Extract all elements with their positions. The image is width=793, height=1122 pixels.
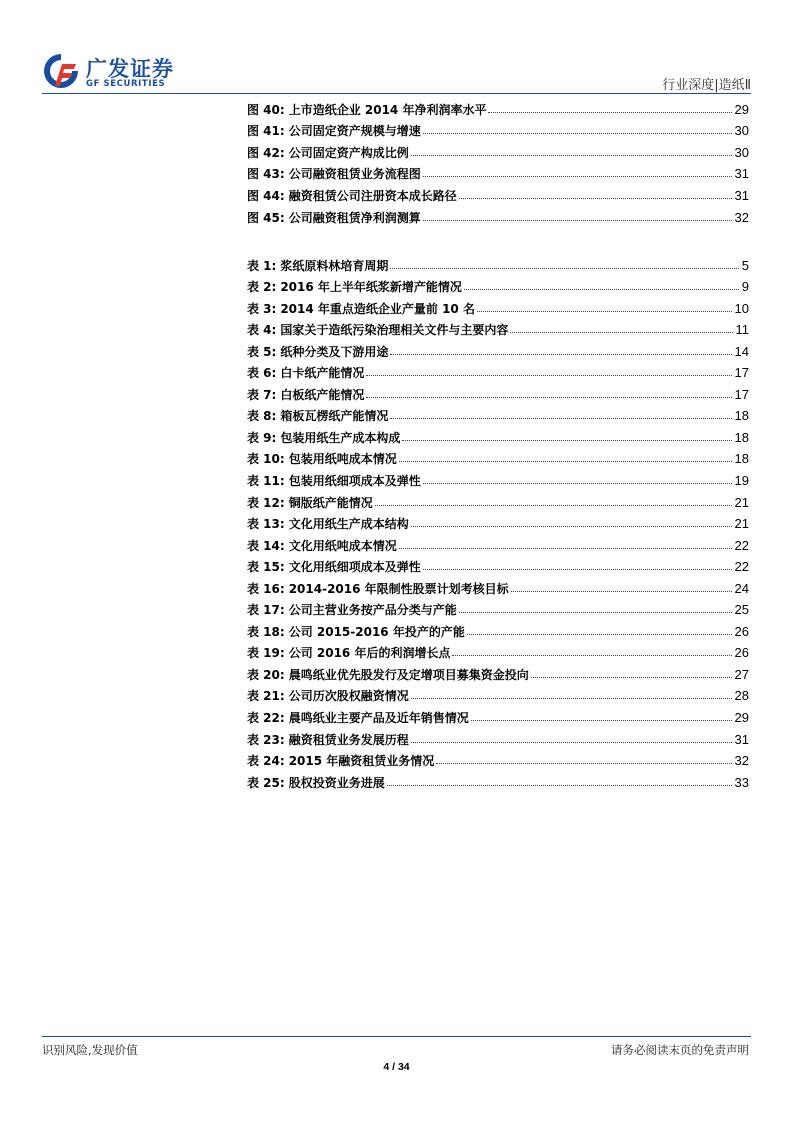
figure-page-number[interactable]: 30 bbox=[734, 123, 749, 139]
figure-entry[interactable] bbox=[247, 180, 749, 202]
table-title[interactable]: 2014 年重点造纸企业产量前 10 名 bbox=[280, 301, 475, 316]
table-title[interactable]: 文化用纸吨成本情况 bbox=[288, 538, 397, 553]
dot-leader bbox=[387, 785, 732, 786]
table-page-number[interactable]: 17 bbox=[734, 365, 749, 381]
table-title[interactable]: 纸种分类及下游用途 bbox=[280, 344, 389, 359]
table-label: 表 17: bbox=[247, 603, 285, 618]
page-number: 4 / 34 bbox=[383, 1061, 410, 1073]
table-title[interactable]: 公司 2015-2016 年投产的产能 bbox=[288, 624, 465, 639]
table-entry[interactable] bbox=[247, 336, 749, 358]
dot-leader bbox=[459, 612, 732, 613]
table-page-number[interactable]: 21 bbox=[734, 494, 749, 510]
table-title[interactable]: 公司 2016 年后的利润增长点 bbox=[288, 646, 451, 661]
dot-leader bbox=[452, 655, 731, 656]
figure-title[interactable]: 公司融资租赁业务流程图 bbox=[288, 167, 421, 182]
table-title[interactable]: 白卡纸产能情况 bbox=[280, 366, 365, 381]
table-page-number[interactable]: 32 bbox=[734, 753, 749, 769]
dot-leader bbox=[531, 677, 732, 678]
table-title[interactable]: 浆纸原料林培育周期 bbox=[280, 258, 389, 273]
table-title[interactable]: 公司历次股权融资情况 bbox=[288, 689, 409, 704]
table-page-number[interactable]: 19 bbox=[734, 473, 749, 489]
dot-leader bbox=[390, 418, 731, 419]
table-page-number[interactable]: 33 bbox=[734, 774, 749, 790]
table-entry[interactable] bbox=[247, 272, 749, 294]
table-label: 表 12: bbox=[247, 495, 285, 510]
dot-leader bbox=[411, 742, 732, 743]
figure-page-number[interactable]: 30 bbox=[734, 144, 749, 160]
dot-leader bbox=[510, 332, 732, 333]
dot-leader bbox=[402, 440, 731, 441]
table-label: 表 15: bbox=[247, 560, 285, 575]
table-label: 表 22: bbox=[247, 711, 285, 726]
table-label: 表 19: bbox=[247, 646, 285, 661]
figure-entry[interactable] bbox=[247, 116, 749, 138]
dot-leader bbox=[477, 311, 732, 312]
table-page-number[interactable]: 22 bbox=[734, 537, 749, 553]
figure-title[interactable]: 公司固定资产规模与增速 bbox=[288, 124, 421, 139]
table-page-number[interactable]: 22 bbox=[734, 559, 749, 575]
table-entry[interactable] bbox=[247, 595, 749, 617]
table-title[interactable]: 国家关于造纸污染治理相关文件与主要内容 bbox=[280, 323, 509, 338]
table-label: 表 1: bbox=[247, 258, 277, 273]
table-label: 表 4: bbox=[247, 323, 277, 338]
logo-chinese-name: 广发证券 bbox=[86, 57, 174, 81]
table-page-number[interactable]: 18 bbox=[734, 451, 749, 467]
dot-leader bbox=[399, 548, 732, 549]
table-entry[interactable] bbox=[247, 465, 749, 487]
table-label: 表 7: bbox=[247, 387, 277, 402]
table-title[interactable]: 文化用纸细项成本及弹性 bbox=[288, 560, 421, 575]
table-label: 表 20: bbox=[247, 667, 285, 682]
table-entry[interactable] bbox=[247, 315, 749, 337]
table-label: 表 9: bbox=[247, 430, 277, 445]
table-entry[interactable] bbox=[247, 379, 749, 401]
table-label: 表 16: bbox=[247, 581, 285, 596]
table-label: 表 6: bbox=[247, 366, 277, 381]
table-entry[interactable] bbox=[247, 401, 749, 423]
footer-divider bbox=[42, 1036, 751, 1037]
dot-leader bbox=[390, 268, 738, 269]
table-entry[interactable] bbox=[247, 659, 749, 681]
table-page-number[interactable]: 24 bbox=[734, 580, 749, 596]
table-title[interactable]: 2016 年上半年纸浆新增产能情况 bbox=[280, 280, 462, 295]
figure-label: 图 45: bbox=[247, 210, 285, 225]
figure-label: 图 40: bbox=[247, 102, 285, 117]
report-type: 行业深度|造纸Ⅱ bbox=[662, 78, 751, 93]
table-page-number[interactable]: 26 bbox=[734, 645, 749, 661]
table-page-number[interactable]: 18 bbox=[734, 429, 749, 445]
table-label: 表 23: bbox=[247, 732, 285, 747]
dot-leader bbox=[411, 526, 732, 527]
table-title[interactable]: 白板纸产能情况 bbox=[280, 387, 365, 402]
dot-leader bbox=[423, 569, 732, 570]
table-label: 表 24: bbox=[247, 754, 285, 769]
table-entry[interactable] bbox=[247, 638, 749, 660]
dot-leader bbox=[423, 176, 732, 177]
dot-leader bbox=[436, 763, 731, 764]
table-title[interactable]: 公司主营业务按产品分类与产能 bbox=[288, 603, 457, 618]
table-title[interactable]: 股权投资业务进展 bbox=[288, 775, 385, 790]
dot-leader bbox=[390, 354, 731, 355]
table-label: 表 18: bbox=[247, 624, 285, 639]
table-entry[interactable] bbox=[247, 422, 749, 444]
dot-leader bbox=[375, 505, 732, 506]
table-page-number[interactable]: 14 bbox=[734, 343, 749, 359]
table-label: 表 10: bbox=[247, 452, 285, 467]
table-title[interactable]: 箱板瓦楞纸产能情况 bbox=[280, 409, 389, 424]
figure-label: 图 44: bbox=[247, 188, 285, 203]
figure-title[interactable]: 上市造纸企业 2014 年净利润率水平 bbox=[288, 102, 487, 117]
table-label: 表 8: bbox=[247, 409, 277, 424]
table-entry[interactable] bbox=[247, 487, 749, 509]
table-entry[interactable] bbox=[247, 530, 749, 552]
table-title[interactable]: 包装用纸吨成本情况 bbox=[288, 452, 397, 467]
table-entry[interactable] bbox=[247, 767, 749, 789]
table-entry[interactable] bbox=[247, 746, 749, 768]
figure-page-number[interactable]: 29 bbox=[734, 101, 749, 117]
dot-leader bbox=[423, 133, 732, 134]
table-label: 表 2: bbox=[247, 280, 277, 295]
figure-page-number[interactable]: 32 bbox=[734, 209, 749, 225]
dot-leader bbox=[399, 461, 732, 462]
table-title[interactable]: 包装用纸细项成本及弹性 bbox=[288, 474, 421, 489]
footer-slogan: 识别风险,发现价值 bbox=[42, 1043, 138, 1057]
table-entry[interactable] bbox=[247, 724, 749, 746]
figure-title[interactable]: 公司融资租赁净利润测算 bbox=[288, 210, 421, 225]
table-entry[interactable] bbox=[247, 552, 749, 574]
table-entry[interactable] bbox=[247, 444, 749, 466]
table-entry[interactable] bbox=[247, 681, 749, 703]
figure-entry[interactable] bbox=[247, 202, 749, 224]
table-page-number[interactable]: 10 bbox=[734, 300, 749, 316]
table-entry[interactable] bbox=[247, 293, 749, 315]
table-page-number[interactable]: 9 bbox=[741, 279, 749, 295]
table-label: 表 13: bbox=[247, 517, 285, 532]
table-title[interactable]: 包装用纸生产成本构成 bbox=[280, 430, 401, 445]
dot-leader bbox=[467, 634, 732, 635]
table-page-number[interactable]: 25 bbox=[734, 602, 749, 618]
table-page-number[interactable]: 21 bbox=[734, 516, 749, 532]
gf-logo-icon bbox=[42, 52, 80, 90]
logo-english-name: GF SECURITIES bbox=[86, 79, 166, 89]
table-title[interactable]: 2015 年融资租赁业务情况 bbox=[288, 754, 435, 769]
table-title[interactable]: 铜版纸产能情况 bbox=[288, 495, 373, 510]
table-entry[interactable] bbox=[247, 509, 749, 531]
table-label: 表 14: bbox=[247, 538, 285, 553]
figure-entry[interactable] bbox=[247, 137, 749, 159]
company-logo bbox=[42, 52, 202, 92]
table-page-number[interactable]: 26 bbox=[734, 623, 749, 639]
dot-leader bbox=[423, 220, 732, 221]
table-entry[interactable] bbox=[247, 358, 749, 380]
dot-leader bbox=[423, 483, 732, 484]
table-label: 表 21: bbox=[247, 689, 285, 704]
table-label: 表 11: bbox=[247, 474, 285, 489]
table-page-number[interactable]: 11 bbox=[735, 322, 749, 338]
table-entry[interactable] bbox=[247, 616, 749, 638]
dot-leader bbox=[459, 198, 732, 199]
figure-entry[interactable] bbox=[247, 94, 749, 116]
table-page-number[interactable]: 18 bbox=[734, 408, 749, 424]
table-title[interactable]: 2014-2016 年限制性股票计划考核目标 bbox=[288, 581, 509, 596]
table-page-number[interactable]: 29 bbox=[734, 710, 749, 726]
figure-index-list bbox=[247, 94, 749, 224]
dot-leader bbox=[464, 289, 739, 290]
table-page-number[interactable]: 27 bbox=[734, 666, 749, 682]
figure-entry[interactable] bbox=[247, 159, 749, 181]
footer-disclaimer[interactable]: 请务必阅读末页的免责声明 bbox=[611, 1043, 749, 1057]
dot-leader bbox=[366, 397, 731, 398]
table-page-number[interactable]: 28 bbox=[734, 688, 749, 704]
table-title[interactable]: 融资租赁业务发展历程 bbox=[288, 732, 409, 747]
figure-page-number[interactable]: 31 bbox=[734, 166, 749, 182]
table-label: 表 3: bbox=[247, 301, 277, 316]
figure-title[interactable]: 公司固定资产构成比例 bbox=[288, 145, 409, 160]
figure-label: 图 41: bbox=[247, 124, 285, 139]
dot-leader bbox=[366, 375, 731, 376]
dot-leader bbox=[471, 720, 732, 721]
dot-leader bbox=[488, 112, 731, 113]
figure-label: 图 43: bbox=[247, 167, 285, 182]
table-label: 表 25: bbox=[247, 775, 285, 790]
dot-leader bbox=[511, 591, 732, 592]
figure-label: 图 42: bbox=[247, 145, 285, 160]
table-page-number[interactable]: 31 bbox=[734, 731, 749, 747]
table-index-list bbox=[247, 250, 749, 789]
table-title[interactable]: 文化用纸生产成本结构 bbox=[288, 517, 409, 532]
dot-leader bbox=[411, 698, 732, 699]
table-entry[interactable] bbox=[247, 702, 749, 724]
table-label: 表 5: bbox=[247, 344, 277, 359]
figure-title[interactable]: 融资租赁公司注册资本成长路径 bbox=[288, 188, 457, 203]
table-title[interactable]: 晨鸣纸业优先股发行及定增项目募集资金投向 bbox=[288, 667, 529, 682]
page-header bbox=[0, 0, 793, 100]
figure-page-number[interactable]: 31 bbox=[734, 187, 749, 203]
dot-leader bbox=[411, 155, 732, 156]
table-entry[interactable] bbox=[247, 573, 749, 595]
table-title[interactable]: 晨鸣纸业主要产品及近年销售情况 bbox=[288, 711, 469, 726]
table-page-number[interactable]: 17 bbox=[734, 386, 749, 402]
table-entry[interactable] bbox=[247, 250, 749, 272]
table-page-number[interactable]: 5 bbox=[741, 257, 749, 273]
